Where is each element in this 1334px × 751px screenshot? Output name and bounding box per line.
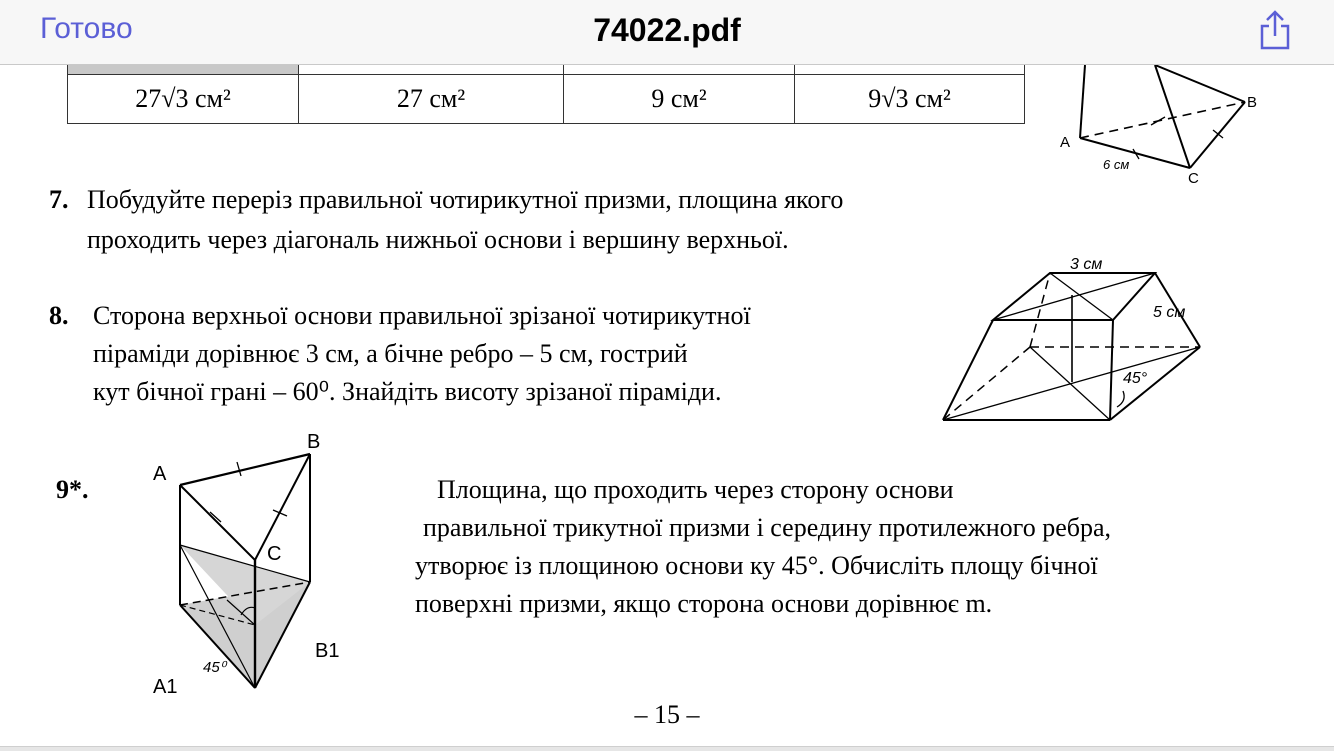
problem-text-line: Побудуйте переріз правильної чотирикутної призми, площина якого bbox=[87, 185, 844, 214]
frustum-figure bbox=[935, 255, 1215, 425]
figure-label: 3 см bbox=[1070, 256, 1103, 273]
table-cell bbox=[68, 65, 299, 75]
share-button[interactable] bbox=[1255, 8, 1295, 52]
problem-text-line: поверхні призми, якщо сторона основи дорівнює m. bbox=[415, 589, 993, 618]
figure-label: C bbox=[1188, 170, 1199, 185]
problem-9-number: 9*. bbox=[56, 475, 89, 504]
problem-text-line: піраміди дорівнює 3 см, а бічне ребро – 5 см, гострий bbox=[93, 339, 688, 368]
problem-text-line: Сторона верхньої основи правильної зрізаної чотирикутної bbox=[93, 301, 751, 330]
pdf-page bbox=[0, 65, 1334, 750]
page-separator bbox=[0, 746, 1334, 751]
problem-number: 7. bbox=[49, 185, 69, 214]
problem-text-line: проходить через діагональ нижньої основи і вершину верхньої. bbox=[87, 225, 789, 254]
problem-8 bbox=[49, 297, 751, 406]
table-cell: 9√3 см² bbox=[795, 75, 1025, 124]
document-title: 74022.pdf bbox=[593, 12, 741, 48]
done-button[interactable]: Готово bbox=[40, 12, 133, 45]
table-cell bbox=[795, 65, 1025, 75]
figure-label: B bbox=[1247, 94, 1258, 111]
pyramid-figure bbox=[1055, 65, 1270, 185]
problem-text-line: утворює із площиною основи ку 45°. Обчисліть площу бічної bbox=[415, 551, 1098, 580]
figure-label: A bbox=[1060, 134, 1071, 151]
table-cell bbox=[564, 65, 795, 75]
figure-label: A1 bbox=[153, 676, 178, 698]
figure-label: B1 bbox=[315, 640, 340, 662]
table-cell bbox=[299, 65, 564, 75]
figure-label: A bbox=[153, 463, 167, 485]
figure-label: B bbox=[307, 431, 321, 453]
problem-text-line: правильної трикутної призми і середину протилежного ребра, bbox=[423, 513, 1112, 542]
problem-text-line: Площина, що проходить через сторону основи bbox=[437, 475, 954, 504]
problem-number: 8. bbox=[49, 301, 69, 330]
share-icon bbox=[1255, 8, 1295, 52]
figure-label: 45⁰ bbox=[203, 659, 226, 676]
problem-7 bbox=[49, 181, 844, 254]
problem-text-line: кут бічної грані – 60⁰. Знайдіть висоту зрізаної піраміди. bbox=[93, 377, 722, 406]
prism-figure bbox=[145, 430, 370, 725]
table-cell: 27 см² bbox=[299, 75, 564, 124]
page-number: – 15 – bbox=[634, 700, 700, 729]
figure-label: 5 см bbox=[1153, 304, 1186, 321]
figure-label: 6 см bbox=[1103, 157, 1130, 172]
table-cell: 9 см² bbox=[564, 75, 795, 124]
table-cell: 27√3 см² bbox=[68, 75, 299, 124]
figure-label: C bbox=[267, 543, 282, 565]
answer-table bbox=[67, 65, 1025, 124]
table-row bbox=[68, 75, 1025, 124]
top-toolbar bbox=[0, 0, 1334, 65]
figure-label: 45° bbox=[1123, 370, 1148, 387]
table-row bbox=[68, 65, 1025, 75]
